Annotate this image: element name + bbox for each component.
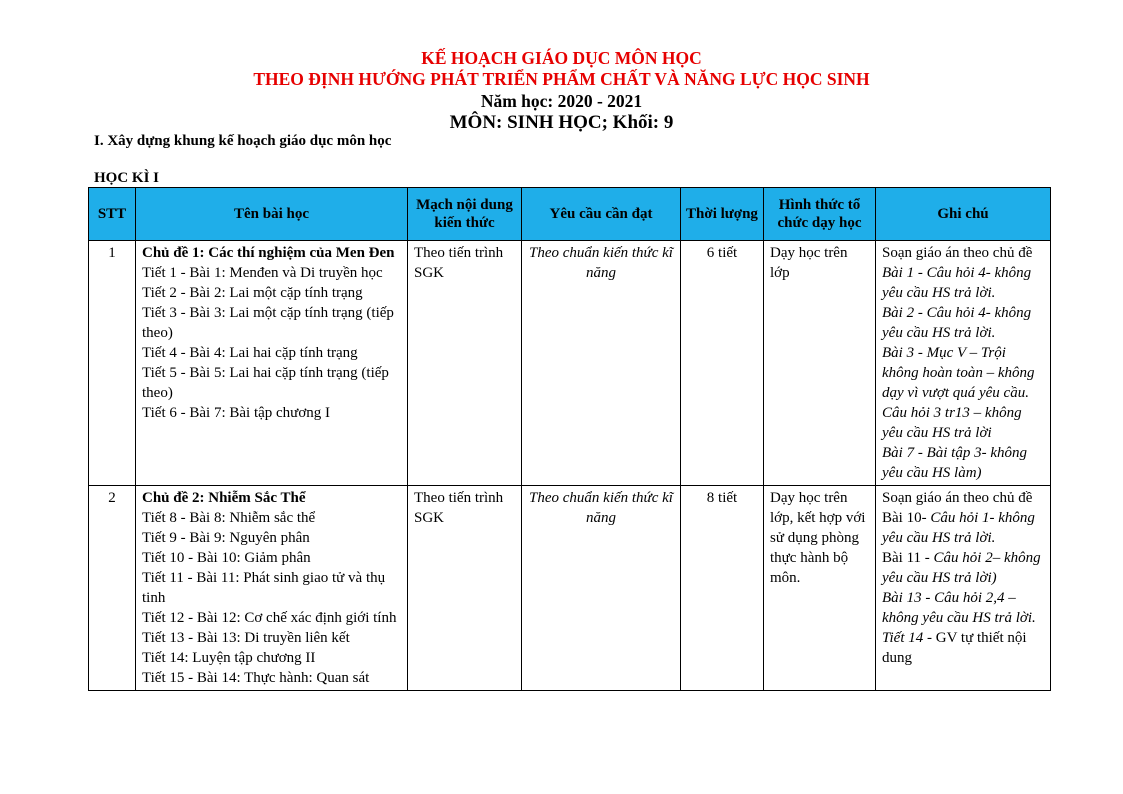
- note-item: Bài 2 - Câu hỏi 4- không yêu cầu HS trả lời.: [882, 305, 1032, 341]
- note-item: [882, 508, 1044, 548]
- cell-lesson-name: [136, 486, 408, 691]
- note-head: Soạn giáo án theo chủ đề: [882, 245, 1033, 261]
- lesson-plan-table: [88, 187, 1051, 691]
- lesson-item: Tiết 15 - Bài 14: Thực hành: Quan sát: [142, 670, 370, 686]
- col-header-requirement: Yêu cầu cần đạt: [522, 188, 681, 241]
- note-item: Câu hỏi 3 tr13 – không yêu cầu HS trả lời: [882, 405, 1022, 441]
- note-item: Bài 1 - Câu hỏi 4- không yêu cầu HS trả lời.: [882, 265, 1032, 301]
- note-italic: Tiết 14: [882, 630, 924, 646]
- table-row: [89, 241, 1051, 486]
- col-header-notes: Ghi chú: [876, 188, 1051, 241]
- note-plain: Bài 10-: [882, 510, 931, 526]
- note-italic: Câu hỏi 1- không yêu cầu HS trả lời.: [882, 510, 1035, 546]
- cell-requirement: Theo chuẩn kiến thức kĩ năng: [522, 486, 681, 691]
- lesson-item: Tiết 10 - Bài 10: Giảm phân: [142, 550, 311, 566]
- cell-method: Dạy học trên lớp, kết hợp với sử dụng phòng thực hành bộ môn.: [764, 486, 876, 691]
- note-italic: Câu hỏi 2– không yêu cầu HS trả lời): [882, 550, 1041, 586]
- cell-content: Theo tiến trình SGK: [408, 486, 522, 691]
- col-header-content: Mạch nội dung kiến thức: [408, 188, 522, 241]
- cell-requirement: Theo chuẩn kiến thức kĩ năng: [522, 241, 681, 486]
- lesson-item: Tiết 12 - Bài 12: Cơ chế xác định giới tính: [142, 610, 397, 626]
- lesson-item: Tiết 13 - Bài 13: Di truyền liên kết: [142, 630, 350, 646]
- topic-title: Chủ đề 1: Các thí nghiệm của Men Đen: [142, 245, 395, 261]
- title-line-1: KẾ HOẠCH GIÁO DỤC MÔN HỌC: [421, 48, 702, 68]
- col-header-duration: Thời lượng: [681, 188, 764, 241]
- cell-notes: [876, 241, 1051, 486]
- col-header-lesson-name: Tên bài học: [136, 188, 408, 241]
- col-header-stt: STT: [89, 188, 136, 241]
- note-italic: Bài 13 - Câu hỏi 2,4 – không yêu cầu HS trả lời.: [882, 590, 1036, 626]
- title-line-2: THEO ĐỊNH HƯỚNG PHÁT TRIỂN PHẨM CHẤT VÀ NĂNG LỰC HỌC SINH: [253, 69, 870, 89]
- lesson-item: Tiết 1 - Bài 1: Menđen và Di truyền học: [142, 265, 383, 281]
- subject-grade: MÔN: SINH HỌC; Khối: 9: [449, 112, 674, 133]
- lesson-item: Tiết 9 - Bài 9: Nguyên phân: [142, 530, 310, 546]
- lesson-item: Tiết 3 - Bài 3: Lai một cặp tính trạng (tiếp theo): [142, 305, 394, 341]
- topic-title: Chủ đề 2: Nhiễm Sắc Thể: [142, 490, 306, 506]
- lesson-item: Tiết 4 - Bài 4: Lai hai cặp tính trạng: [142, 345, 358, 361]
- cell-stt: 1: [89, 241, 136, 486]
- lesson-item: Tiết 6 - Bài 7: Bài tập chương I: [142, 405, 330, 421]
- section-heading: I. Xây dựng khung kế hoạch giáo dục môn học: [94, 133, 392, 149]
- cell-lesson-name: [136, 241, 408, 486]
- note-plain: Bài 11 -: [882, 550, 934, 566]
- lesson-item: Tiết 2 - Bài 2: Lai một cặp tính trạng: [142, 285, 363, 301]
- note-item: Bài 7 - Bài tập 3- không yêu cầu HS làm): [882, 445, 1027, 481]
- cell-duration: 6 tiết: [681, 241, 764, 486]
- cell-stt: 2: [89, 486, 136, 691]
- note-item: [882, 588, 1044, 628]
- cell-method: Dạy học trên lớp: [764, 241, 876, 486]
- note-plain: - GV tự thiết nội dung: [882, 630, 1027, 666]
- semester-label: HỌC KÌ I: [94, 170, 160, 186]
- note-head: Soạn giáo án theo chủ đề: [882, 490, 1033, 506]
- cell-content: Theo tiến trình SGK: [408, 241, 522, 486]
- note-item: [882, 628, 1044, 668]
- cell-notes: [876, 486, 1051, 691]
- document-title-block: [0, 48, 1123, 134]
- table-row: [89, 486, 1051, 691]
- cell-duration: 8 tiết: [681, 486, 764, 691]
- lesson-item: Tiết 14: Luyện tập chương II: [142, 650, 316, 666]
- lesson-item: Tiết 5 - Bài 5: Lai hai cặp tính trạng (tiếp theo): [142, 365, 389, 401]
- note-item: Bài 3 - Mục V – Trội không hoàn toàn – không dạy vì vượt quá yêu cầu.: [882, 345, 1035, 401]
- note-item: [882, 548, 1044, 588]
- col-header-method: Hình thức tổ chức dạy học: [764, 188, 876, 241]
- lesson-item: Tiết 11 - Bài 11: Phát sinh giao tử và thụ tinh: [142, 570, 386, 606]
- school-year: Năm học: 2020 - 2021: [480, 91, 643, 111]
- table-header-row: [89, 188, 1051, 241]
- lesson-item: Tiết 8 - Bài 8: Nhiễm sắc thể: [142, 510, 316, 526]
